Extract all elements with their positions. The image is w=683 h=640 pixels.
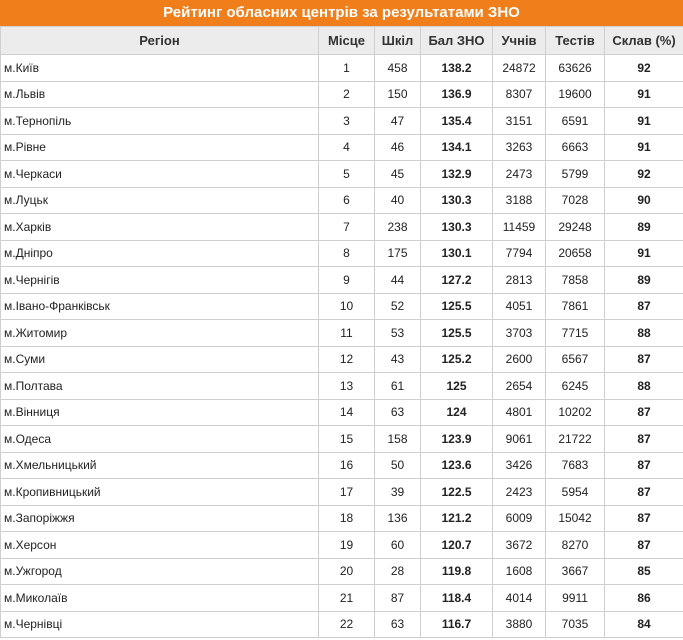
region-cell: м.Черкаси xyxy=(1,161,319,188)
tests-cell: 6567 xyxy=(546,346,605,373)
tests-cell: 7861 xyxy=(546,293,605,320)
score-cell: 125.5 xyxy=(421,293,493,320)
tests-cell: 7028 xyxy=(546,187,605,214)
table-row xyxy=(1,293,683,320)
score-cell: 121.2 xyxy=(421,505,493,532)
place-cell: 10 xyxy=(319,293,375,320)
students-cell: 3672 xyxy=(493,532,546,559)
tests-cell: 21722 xyxy=(546,426,605,453)
schools-cell: 136 xyxy=(375,505,421,532)
schools-cell: 52 xyxy=(375,293,421,320)
students-cell: 3151 xyxy=(493,108,546,135)
students-cell: 3703 xyxy=(493,320,546,347)
students-cell: 3188 xyxy=(493,187,546,214)
table-row xyxy=(1,108,683,135)
place-cell: 3 xyxy=(319,108,375,135)
table-row xyxy=(1,399,683,426)
schools-cell: 61 xyxy=(375,373,421,400)
region-cell: м.Запоріжжя xyxy=(1,505,319,532)
tests-cell: 6663 xyxy=(546,134,605,161)
schools-cell: 45 xyxy=(375,161,421,188)
students-cell: 11459 xyxy=(493,214,546,241)
place-cell: 21 xyxy=(319,585,375,612)
tests-cell: 9911 xyxy=(546,585,605,612)
region-cell: м.Одеса xyxy=(1,426,319,453)
score-cell: 130.3 xyxy=(421,214,493,241)
region-cell: м.Полтава xyxy=(1,373,319,400)
tests-cell: 3667 xyxy=(546,558,605,585)
region-cell: м.Вінниця xyxy=(1,399,319,426)
schools-cell: 150 xyxy=(375,81,421,108)
place-cell: 1 xyxy=(319,55,375,82)
table-title: Рейтинг обласних центрів за результатами ЗНО xyxy=(0,0,683,26)
schools-cell: 458 xyxy=(375,55,421,82)
schools-cell: 28 xyxy=(375,558,421,585)
pass-rate-cell: 87 xyxy=(605,426,683,453)
region-cell: м.Кропивницький xyxy=(1,479,319,506)
table-row xyxy=(1,611,683,638)
column-header-schools[interactable]: Шкіл xyxy=(375,27,421,55)
table-row xyxy=(1,558,683,585)
pass-rate-cell: 88 xyxy=(605,320,683,347)
rating-table xyxy=(0,26,683,638)
place-cell: 5 xyxy=(319,161,375,188)
tests-cell: 6591 xyxy=(546,108,605,135)
region-cell: м.Львів xyxy=(1,81,319,108)
score-cell: 132.9 xyxy=(421,161,493,188)
students-cell: 8307 xyxy=(493,81,546,108)
place-cell: 17 xyxy=(319,479,375,506)
pass-rate-cell: 90 xyxy=(605,187,683,214)
students-cell: 2473 xyxy=(493,161,546,188)
table-row xyxy=(1,505,683,532)
pass-rate-cell: 92 xyxy=(605,161,683,188)
score-cell: 122.5 xyxy=(421,479,493,506)
pass-rate-cell: 88 xyxy=(605,373,683,400)
pass-rate-cell: 85 xyxy=(605,558,683,585)
tests-cell: 8270 xyxy=(546,532,605,559)
region-cell: м.Чернігів xyxy=(1,267,319,294)
region-cell: м.Суми xyxy=(1,346,319,373)
score-cell: 125.5 xyxy=(421,320,493,347)
students-cell: 24872 xyxy=(493,55,546,82)
pass-rate-cell: 87 xyxy=(605,399,683,426)
schools-cell: 238 xyxy=(375,214,421,241)
region-cell: м.Тернопіль xyxy=(1,108,319,135)
region-cell: м.Київ xyxy=(1,55,319,82)
region-cell: м.Чернівці xyxy=(1,611,319,638)
schools-cell: 53 xyxy=(375,320,421,347)
pass-rate-cell: 89 xyxy=(605,214,683,241)
table-row xyxy=(1,452,683,479)
schools-cell: 50 xyxy=(375,452,421,479)
pass-rate-cell: 91 xyxy=(605,134,683,161)
schools-cell: 87 xyxy=(375,585,421,612)
score-cell: 127.2 xyxy=(421,267,493,294)
region-cell: м.Рівне xyxy=(1,134,319,161)
place-cell: 7 xyxy=(319,214,375,241)
region-cell: м.Миколаїв xyxy=(1,585,319,612)
students-cell: 6009 xyxy=(493,505,546,532)
tests-cell: 7715 xyxy=(546,320,605,347)
score-cell: 125 xyxy=(421,373,493,400)
score-cell: 124 xyxy=(421,399,493,426)
place-cell: 4 xyxy=(319,134,375,161)
tests-cell: 5799 xyxy=(546,161,605,188)
tests-cell: 7858 xyxy=(546,267,605,294)
pass-rate-cell: 92 xyxy=(605,55,683,82)
place-cell: 11 xyxy=(319,320,375,347)
table-row xyxy=(1,214,683,241)
pass-rate-cell: 91 xyxy=(605,108,683,135)
tests-cell: 10202 xyxy=(546,399,605,426)
region-cell: м.Дніпро xyxy=(1,240,319,267)
table-row xyxy=(1,161,683,188)
pass-rate-cell: 87 xyxy=(605,293,683,320)
tests-cell: 20658 xyxy=(546,240,605,267)
students-cell: 2654 xyxy=(493,373,546,400)
table-body xyxy=(1,55,683,638)
table-row xyxy=(1,373,683,400)
column-header-place[interactable]: Місце xyxy=(319,27,375,55)
column-header-score[interactable]: Бал ЗНО xyxy=(421,27,493,55)
place-cell: 8 xyxy=(319,240,375,267)
pass-rate-cell: 87 xyxy=(605,452,683,479)
pass-rate-cell: 86 xyxy=(605,585,683,612)
students-cell: 4051 xyxy=(493,293,546,320)
score-cell: 125.2 xyxy=(421,346,493,373)
pass-rate-cell: 87 xyxy=(605,532,683,559)
tests-cell: 5954 xyxy=(546,479,605,506)
tests-cell: 7035 xyxy=(546,611,605,638)
students-cell: 9061 xyxy=(493,426,546,453)
table-row xyxy=(1,585,683,612)
table-row xyxy=(1,187,683,214)
tests-cell: 63626 xyxy=(546,55,605,82)
place-cell: 20 xyxy=(319,558,375,585)
region-cell: м.Херсон xyxy=(1,532,319,559)
score-cell: 119.8 xyxy=(421,558,493,585)
students-cell: 3263 xyxy=(493,134,546,161)
place-cell: 14 xyxy=(319,399,375,426)
table-row xyxy=(1,426,683,453)
schools-cell: 39 xyxy=(375,479,421,506)
pass-rate-cell: 91 xyxy=(605,240,683,267)
schools-cell: 44 xyxy=(375,267,421,294)
schools-cell: 158 xyxy=(375,426,421,453)
place-cell: 16 xyxy=(319,452,375,479)
score-cell: 134.1 xyxy=(421,134,493,161)
pass-rate-cell: 91 xyxy=(605,81,683,108)
schools-cell: 40 xyxy=(375,187,421,214)
schools-cell: 47 xyxy=(375,108,421,135)
column-header-students[interactable]: Учнів xyxy=(493,27,546,55)
schools-cell: 46 xyxy=(375,134,421,161)
score-cell: 116.7 xyxy=(421,611,493,638)
pass-rate-cell: 89 xyxy=(605,267,683,294)
pass-rate-cell: 87 xyxy=(605,346,683,373)
column-header-tests[interactable]: Тестів xyxy=(546,27,605,55)
place-cell: 13 xyxy=(319,373,375,400)
schools-cell: 60 xyxy=(375,532,421,559)
tests-cell: 7683 xyxy=(546,452,605,479)
table-row xyxy=(1,267,683,294)
pass-rate-cell: 84 xyxy=(605,611,683,638)
place-cell: 2 xyxy=(319,81,375,108)
place-cell: 15 xyxy=(319,426,375,453)
score-cell: 138.2 xyxy=(421,55,493,82)
schools-cell: 175 xyxy=(375,240,421,267)
place-cell: 19 xyxy=(319,532,375,559)
score-cell: 130.3 xyxy=(421,187,493,214)
pass-rate-cell: 87 xyxy=(605,505,683,532)
region-cell: м.Ужгород xyxy=(1,558,319,585)
table-row xyxy=(1,479,683,506)
region-cell: м.Житомир xyxy=(1,320,319,347)
students-cell: 4014 xyxy=(493,585,546,612)
table-row xyxy=(1,346,683,373)
score-cell: 130.1 xyxy=(421,240,493,267)
tests-cell: 19600 xyxy=(546,81,605,108)
score-cell: 120.7 xyxy=(421,532,493,559)
place-cell: 9 xyxy=(319,267,375,294)
column-header-region[interactable]: Регіон xyxy=(1,27,319,55)
place-cell: 18 xyxy=(319,505,375,532)
students-cell: 3880 xyxy=(493,611,546,638)
region-cell: м.Хмельницький xyxy=(1,452,319,479)
tests-cell: 29248 xyxy=(546,214,605,241)
students-cell: 2600 xyxy=(493,346,546,373)
table-row xyxy=(1,320,683,347)
place-cell: 22 xyxy=(319,611,375,638)
schools-cell: 63 xyxy=(375,399,421,426)
schools-cell: 63 xyxy=(375,611,421,638)
students-cell: 1608 xyxy=(493,558,546,585)
schools-cell: 43 xyxy=(375,346,421,373)
region-cell: м.Харків xyxy=(1,214,319,241)
column-header-pass-rate[interactable]: Склав (%) xyxy=(605,27,683,55)
table-row xyxy=(1,240,683,267)
tests-cell: 15042 xyxy=(546,505,605,532)
region-cell: м.Івано-Франківськ xyxy=(1,293,319,320)
students-cell: 2813 xyxy=(493,267,546,294)
header-row xyxy=(1,27,683,55)
score-cell: 136.9 xyxy=(421,81,493,108)
students-cell: 3426 xyxy=(493,452,546,479)
table-row xyxy=(1,81,683,108)
tests-cell: 6245 xyxy=(546,373,605,400)
region-cell: м.Луцьк xyxy=(1,187,319,214)
score-cell: 123.6 xyxy=(421,452,493,479)
table-row xyxy=(1,55,683,82)
score-cell: 123.9 xyxy=(421,426,493,453)
score-cell: 118.4 xyxy=(421,585,493,612)
students-cell: 4801 xyxy=(493,399,546,426)
pass-rate-cell: 87 xyxy=(605,479,683,506)
students-cell: 2423 xyxy=(493,479,546,506)
table-row xyxy=(1,532,683,559)
score-cell: 135.4 xyxy=(421,108,493,135)
place-cell: 6 xyxy=(319,187,375,214)
students-cell: 7794 xyxy=(493,240,546,267)
table-row xyxy=(1,134,683,161)
place-cell: 12 xyxy=(319,346,375,373)
